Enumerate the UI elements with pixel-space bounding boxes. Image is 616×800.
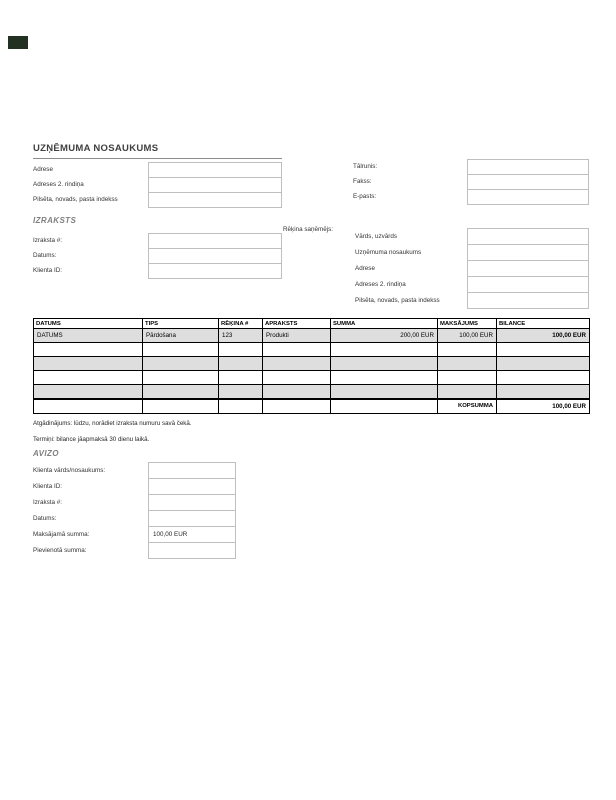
statement-number-label: Izraksta #: (33, 237, 63, 244)
cell-empty[interactable] (143, 371, 219, 385)
field-row-client-id (33, 263, 282, 279)
field-row-statement-number (33, 233, 282, 249)
client-id-label: Klienta ID: (33, 267, 63, 274)
field-row-statement-date (33, 248, 282, 264)
field-row-address2 (33, 177, 282, 193)
avizo-date-label: Datums: (33, 515, 57, 522)
field-row-phone (353, 159, 589, 175)
avizo-client-id-input[interactable] (148, 478, 236, 495)
cell-empty[interactable] (219, 385, 263, 399)
field-row-recipient-company (355, 244, 589, 261)
cell-empty[interactable] (34, 371, 143, 385)
phone-label: Tālrunis: (353, 163, 378, 170)
recipient-company-input[interactable] (467, 244, 589, 261)
header-datums: DATUMS (34, 319, 143, 329)
header-summa: SUMMA (331, 319, 438, 329)
cell-empty (34, 399, 143, 414)
header-apraksts: APRAKSTS (263, 319, 331, 329)
cell-empty[interactable] (331, 371, 438, 385)
bill-to-fields (355, 228, 589, 309)
fax-input[interactable] (467, 174, 589, 190)
recipient-city-input[interactable] (467, 292, 589, 309)
city-input[interactable] (148, 192, 282, 208)
cell-empty[interactable] (497, 343, 590, 357)
cell-empty[interactable] (143, 357, 219, 371)
avizo-amount-enclosed-input[interactable] (148, 542, 236, 559)
table-row-empty (34, 371, 590, 385)
avizo-date-input[interactable] (148, 510, 236, 527)
phone-input[interactable] (467, 159, 589, 175)
address2-label: Adreses 2. rindiņa (33, 181, 84, 188)
avizo-amount-due-input[interactable] (148, 526, 236, 543)
cell-empty[interactable] (143, 385, 219, 399)
address2-input[interactable] (148, 177, 282, 193)
cell-empty[interactable] (263, 385, 331, 399)
recipient-company-label: Uzņēmuma nosaukums (355, 249, 422, 256)
company-logo-placeholder (8, 36, 28, 49)
avizo-statement-number-label: Izraksta #: (33, 499, 63, 506)
cell-empty[interactable] (263, 357, 331, 371)
cell-empty[interactable] (438, 385, 497, 399)
company-address-fields (33, 162, 282, 208)
cell-empty[interactable] (497, 371, 590, 385)
avizo-amount-enclosed-label: Pievienotā summa: (33, 547, 87, 554)
cell-empty[interactable] (34, 343, 143, 357)
company-name-heading: UZŅĒMUMA NOSAUKUMS (33, 143, 282, 159)
cell-rekina-nr[interactable]: 123 (219, 329, 263, 343)
cell-empty[interactable] (331, 357, 438, 371)
avizo-amount-due-value: 100,00 EUR (153, 531, 188, 538)
statement-date-label: Datums: (33, 252, 57, 259)
recipient-address2-input[interactable] (467, 276, 589, 293)
statement-date-input[interactable] (148, 248, 282, 264)
field-row-avizo-client-id (33, 478, 236, 495)
fax-label: Fakss: (353, 178, 372, 185)
terms-note: Termiņi: bilance jāapmaksā 30 dienu laikā. (33, 436, 150, 443)
table-row-empty (34, 343, 590, 357)
statement-section-heading: IZRAKSTS (33, 216, 77, 225)
cell-bilance[interactable]: 100,00 EUR (497, 329, 590, 343)
recipient-address-input[interactable] (467, 260, 589, 277)
statement-fields (33, 233, 282, 279)
field-row-fax (353, 174, 589, 190)
cell-empty[interactable] (438, 357, 497, 371)
table-total-row (34, 399, 590, 414)
cell-empty[interactable] (219, 371, 263, 385)
header-tips: TIPS (143, 319, 219, 329)
cell-empty[interactable] (438, 371, 497, 385)
avizo-amount-due-label: Maksājamā summa: (33, 531, 90, 538)
cell-empty[interactable] (219, 357, 263, 371)
field-row-city (33, 192, 282, 208)
table-row-empty (34, 357, 590, 371)
table-header-row (34, 319, 590, 329)
cell-empty[interactable] (331, 385, 438, 399)
cell-empty[interactable] (497, 385, 590, 399)
cell-empty (331, 399, 438, 414)
field-row-recipient-name (355, 228, 589, 245)
cell-empty[interactable] (497, 357, 590, 371)
total-value: 100,00 EUR (497, 399, 590, 414)
company-contact-fields (353, 159, 589, 205)
address-input[interactable] (148, 162, 282, 178)
cell-empty (143, 399, 219, 414)
field-row-avizo-date (33, 510, 236, 527)
avizo-section-heading: AVIZO (33, 449, 59, 458)
header-rekina-nr: RĒĶINA # (219, 319, 263, 329)
recipient-name-input[interactable] (467, 228, 589, 245)
cell-empty[interactable] (219, 343, 263, 357)
field-row-avizo-client-name (33, 462, 236, 479)
field-row-avizo-amount-enclosed (33, 542, 236, 559)
avizo-client-name-label: Klienta vārds/nosaukums: (33, 467, 106, 474)
total-label: KOPSUMMA (438, 399, 497, 414)
cell-apraksts[interactable]: Produkti (263, 329, 331, 343)
recipient-city-label: Pilsēta, novads, pasta indekss (355, 297, 440, 304)
cell-empty (219, 399, 263, 414)
field-row-avizo-amount-due (33, 526, 236, 543)
recipient-address-label: Adrese (355, 265, 375, 272)
reminder-note: Atgādinājums: lūdzu, norādiet izraksta numuru savā čekā. (33, 420, 192, 427)
cell-summa[interactable]: 200,00 EUR (331, 329, 438, 343)
cell-maksajums[interactable]: 100,00 EUR (438, 329, 497, 343)
field-row-recipient-address2 (355, 276, 589, 293)
cell-empty (263, 399, 331, 414)
field-row-avizo-statement-number (33, 494, 236, 511)
header-maksajums: MAKSĀJUMS (438, 319, 497, 329)
avizo-fields (33, 462, 236, 559)
cell-empty[interactable] (438, 343, 497, 357)
table-row-empty (34, 385, 590, 399)
table-row (34, 329, 590, 343)
cell-datums[interactable]: DATUMS (34, 329, 143, 343)
field-row-recipient-address (355, 260, 589, 277)
cell-empty[interactable] (34, 357, 143, 371)
client-id-input[interactable] (148, 263, 282, 279)
field-row-address (33, 162, 282, 178)
field-row-email (353, 189, 589, 205)
city-label: Pilsēta, novads, pasta indekss (33, 196, 118, 203)
avizo-statement-number-input[interactable] (148, 494, 236, 511)
cell-empty[interactable] (263, 371, 331, 385)
cell-empty[interactable] (34, 385, 143, 399)
recipient-address2-label: Adreses 2. rindiņa (355, 281, 406, 288)
field-row-recipient-city (355, 292, 589, 309)
avizo-client-name-input[interactable] (148, 462, 236, 479)
cell-tips[interactable]: Pārdošana (143, 329, 219, 343)
avizo-client-id-label: Klienta ID: (33, 483, 63, 490)
bill-to-label: Rēķina saņēmējs: (283, 226, 334, 233)
statement-number-input[interactable] (148, 233, 282, 249)
cell-empty[interactable] (263, 343, 331, 357)
statement-table (33, 318, 590, 414)
cell-empty[interactable] (331, 343, 438, 357)
email-input[interactable] (467, 189, 589, 205)
recipient-name-label: Vārds, uzvārds (355, 233, 397, 240)
cell-empty[interactable] (143, 343, 219, 357)
header-bilance: BILANCE (497, 319, 590, 329)
email-label: E-pasts: (353, 193, 377, 200)
address-label: Adrese (33, 166, 53, 173)
